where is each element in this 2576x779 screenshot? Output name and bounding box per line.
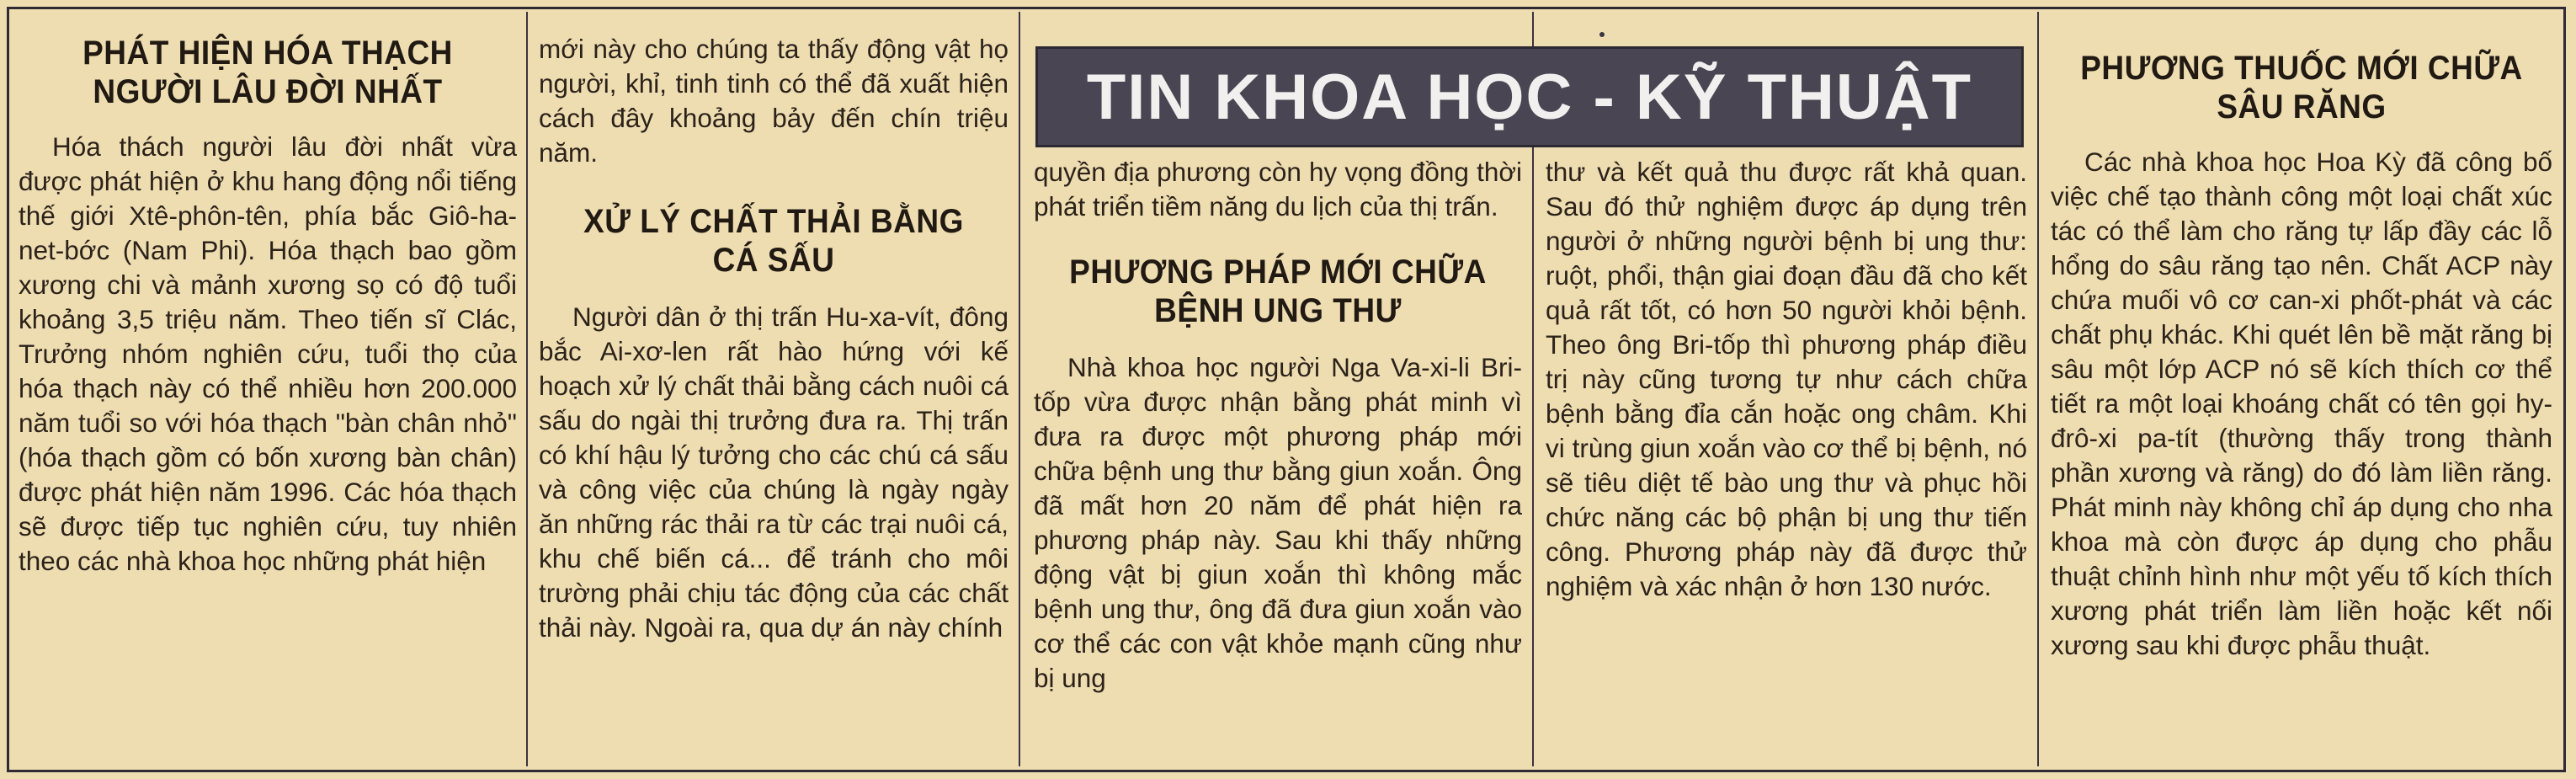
article-4-headline — [2051, 49, 2552, 126]
headline-line: PHƯƠNG THUỐC MỚI CHỮA — [2080, 49, 2523, 87]
article-2-continued: quyền địa phương còn hy vọng đồng thời phát triển tiềm năng du lịch của thị trấn. — [1034, 157, 1522, 221]
article-1-headline — [19, 34, 517, 111]
headline-line: PHƯƠNG PHÁP MỚI CHỮA — [1069, 253, 1487, 291]
column-rule — [526, 12, 528, 766]
headline-line: PHÁT HIỆN HÓA THẠCH — [82, 34, 453, 72]
column-1 — [19, 34, 517, 766]
column-rule — [1019, 12, 1020, 766]
column-4 — [1546, 155, 2027, 766]
headline-line: XỬ LÝ CHẤT THẢI BẰNG — [583, 202, 964, 240]
article-2-headline — [539, 202, 1009, 280]
section-title: TIN KHOA HỌC - KỸ THUẬT — [1086, 61, 1973, 133]
print-dot — [1599, 32, 1605, 37]
column-2 — [539, 32, 1009, 766]
column-5 — [2051, 49, 2552, 766]
headline-line: BỆNH UNG THƯ — [1154, 291, 1402, 329]
article-3-continued: thư và kết quả thu được rất khả quan. Sau đó thử nghiệm được áp dụng trên người ở những người bệnh bị ung thư: ruột, phổi, thận giai đoạn đầu đã cho kết quả rất tốt, có hơn 50 người khỏi bệnh. Theo ông Bri-tốp thì phương pháp điều trị này cũng tương tự như cách chữa bệnh bằng đỉa cắn hoặc ong châm. Khi vi trùng giun xoắn vào cơ thể bị bệnh, nó sẽ tiêu diệt tế bào ung thư và phục hồi chức năng các bộ phận bị ung thư tiến công. Phương pháp này đã được thử nghiệm và xác nhận ở hơn 130 nước. — [1546, 157, 2027, 601]
frame-bottom-border — [7, 770, 2566, 772]
frame-top-border — [7, 7, 2566, 9]
headline-line: CÁ SẤU — [712, 241, 835, 279]
frame-left-border — [7, 7, 9, 772]
article-4-body: Các nhà khoa học Hoa Kỳ đã công bố việc chế tạo thành công một loại chất xúc tác có thể làm cho răng tự lấp đầy các lỗ hổng do sâu răng tạo nên. Chất ACP này chứa muối vô cơ can-xi phốt-phát và các chất phụ khác. Khi quét lên bề mặt răng bị sâu một lớp ACP nó sẽ kích thích cơ thể tiết ra một loại khoáng chất có tên gọi hy-đrô-xi pa-tít (thường thấy trong thành phần xương và răng) do đó làm liền răng. Phát minh này không chỉ áp dụng cho nha khoa mà còn được áp dụng cho phẫu thuật chỉnh hình như một yếu tố kích thích xương phát triển làm liền hoặc kết nối xương sau khi được phẫu thuật. — [2051, 147, 2552, 660]
article-1-body: Hóa thách người lâu đời nhất vừa được phát hiện ở khu hang động nổi tiếng thế giới Xtê-phôn-tên, phía bắc Giô-ha-net-bớc (Nam Phi). Hóa thạch bao gồm xương chi và mảnh xương sọ có độ tuổi khoảng 3,5 triệu năm. Theo tiến sĩ Clác, Trưởng nhóm nghiên cứu, tuổi thọ của hóa thạch này có thể nhiều hơn 200.000 năm tuổi so với hóa thạch "bàn chân nhỏ" (hóa thạch gồm có bốn xương bàn chân) được phát hiện năm 1996. Các hóa thạch sẽ được tiếp tục nghiên cứu, tuy nhiên theo các nhà khoa học những phát hiện — [19, 131, 517, 576]
section-banner — [1035, 46, 2024, 147]
frame-right-border — [2563, 7, 2566, 772]
article-2-body: Người dân ở thị trấn Hu-xa-vít, đông bắc Ai-xơ-len rất hào hứng với kế hoạch xử lý chất thải bằng cách nuôi cá sấu do ngài thị trưởng đưa ra. Thị trấn có khí hậu lý tưởng cho các chú cá sấu và công việc của chúng là ngày ngày ăn những rác thải ra từ các trại nuôi cá, khu chế biến cá... để tránh cho môi trường phải chịu tác động của các chất thải này. Ngoài ra, qua dự án này chính — [539, 301, 1009, 643]
column-rule — [2037, 12, 2039, 766]
headline-line: NGƯỜI LÂU ĐỜI NHẤT — [93, 72, 443, 110]
article-3-headline — [1034, 253, 1522, 330]
article-1-continued: mới này cho chúng ta thấy động vật họ người, khỉ, tinh tinh có thể đã xuất hiện cách đây khoảng bảy đến chín triệu năm. — [539, 34, 1009, 168]
column-3 — [1034, 155, 1522, 766]
headline-line: SÂU RĂNG — [2217, 88, 2387, 125]
article-3-body: Nhà khoa học người Nga Va-xi-li Bri-tốp vừa được nhận bằng phát minh vì đưa ra được một phương pháp mới chữa bệnh ung thư bằng giun xoắn. Ông đã mất hơn 20 năm để phát hiện ra phương pháp này. Sau khi thấy những động vật bị giun xoắn thì không mắc bệnh ung thư, ông đã đưa giun xoắn vào cơ thể các con vật khỏe mạnh cũng như bị ung — [1034, 352, 1522, 693]
